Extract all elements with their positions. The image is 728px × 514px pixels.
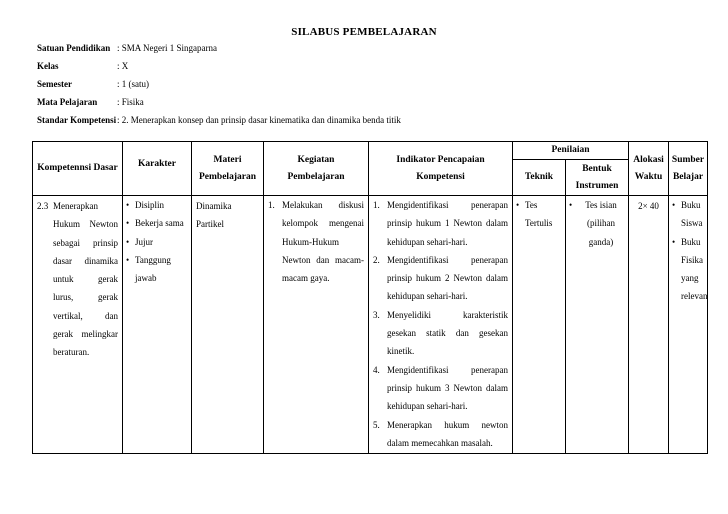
list-item: • Buku Fisika yang relevan bbox=[672, 233, 703, 306]
meta-label: Satuan Pendidikan bbox=[37, 43, 111, 53]
kd-number: 2.3 bbox=[37, 201, 49, 211]
header-penilaian: Penilaian bbox=[513, 142, 629, 160]
header-indikator: Indikator Pencapaian Kompetensi bbox=[369, 142, 513, 196]
page-title: SILABUS PEMBELAJARAN bbox=[291, 26, 437, 38]
cell-teknik bbox=[513, 196, 566, 454]
list-item: • Jujur bbox=[126, 233, 189, 251]
cell-karakter bbox=[123, 196, 192, 454]
meta-value: : 1 (satu) bbox=[117, 79, 149, 89]
syllabus-table bbox=[32, 141, 708, 454]
cell-indikator bbox=[369, 196, 513, 454]
list-item: 3. Menyelidiki karakteristik gesekan statik dan gesekan kinetik. bbox=[373, 309, 508, 357]
cell-kegiatan bbox=[264, 196, 369, 454]
header-teknik: Teknik bbox=[513, 160, 566, 196]
list-item: • Tanggung jawab bbox=[126, 251, 189, 288]
list-item: • Buku Siswa bbox=[672, 196, 703, 233]
alokasi-text: 2× 40 bbox=[638, 201, 659, 211]
header-materi: Materi Pembelajaran bbox=[192, 142, 264, 196]
list-item: 5. Menerapkan hukum newton dalam memecahkan masalah. bbox=[373, 419, 508, 448]
header-alokasi: Alokasi Waktu bbox=[629, 142, 669, 196]
meta-value: : SMA Negeri 1 Singaparna bbox=[117, 43, 217, 53]
kd-text: Menerapkan Hukum Newton sebagai prinsip dasar dinamika untuk gerak lurus, gerak vertikal, dan gerak melingkar beraturan. bbox=[53, 201, 118, 358]
header-bentuk: Bentuk Instrumen bbox=[566, 160, 629, 196]
header-sumber: Sumber Belajar bbox=[669, 142, 708, 196]
meta-label: Standar Kompetensi bbox=[37, 115, 117, 125]
list-item: • Disiplin bbox=[126, 196, 189, 214]
list-item: 2. Mengidentifikasi penerapan prinsip hukum 2 Newton dalam kehidupan sehari-hari. bbox=[373, 254, 508, 302]
list-item: 4. Mengidentifikasi penerapan prinsip hukum 3 Newton dalam kehidupan sehari-hari. bbox=[373, 364, 508, 412]
meta-label: Kelas bbox=[37, 61, 59, 71]
cell-materi bbox=[192, 196, 264, 454]
list-item: 1. Mengidentifikasi penerapan prinsip hukum 1 Newton dalam kehidupan sehari-hari. bbox=[373, 200, 508, 247]
list-item: 1. Melakukan diskusi kelompok mengenai Hukum-Hukum Newton dan macam-macam gaya. bbox=[268, 200, 364, 284]
header-karakter: Karakter bbox=[123, 142, 192, 196]
meta-label: Mata Pelajaran bbox=[37, 97, 98, 107]
meta-value: : X bbox=[117, 61, 129, 71]
list-item: • Tes Tertulis bbox=[516, 196, 551, 233]
meta-value: : Fisika bbox=[117, 97, 144, 107]
header-kegiatan: Kegiatan Pembelajaran bbox=[264, 142, 369, 196]
table-row bbox=[33, 196, 708, 454]
list-item: • Tes isian (pilihan ganda) bbox=[569, 196, 624, 251]
header-kompetensi-dasar: Kompetennsi Dasar bbox=[33, 142, 123, 196]
cell-sumber bbox=[669, 196, 708, 454]
meta-value: : 2. Menerapkan konsep dan prinsip dasar kinematika dan dinamika benda titik bbox=[117, 115, 401, 125]
cell-alokasi bbox=[629, 196, 669, 454]
meta-label: Semester bbox=[37, 79, 72, 89]
cell-bentuk bbox=[566, 196, 629, 454]
list-item: • Bekerja sama bbox=[126, 214, 189, 232]
cell-kompetensi-dasar bbox=[33, 196, 123, 454]
materi-text: Dinamika Partikel bbox=[196, 201, 232, 230]
